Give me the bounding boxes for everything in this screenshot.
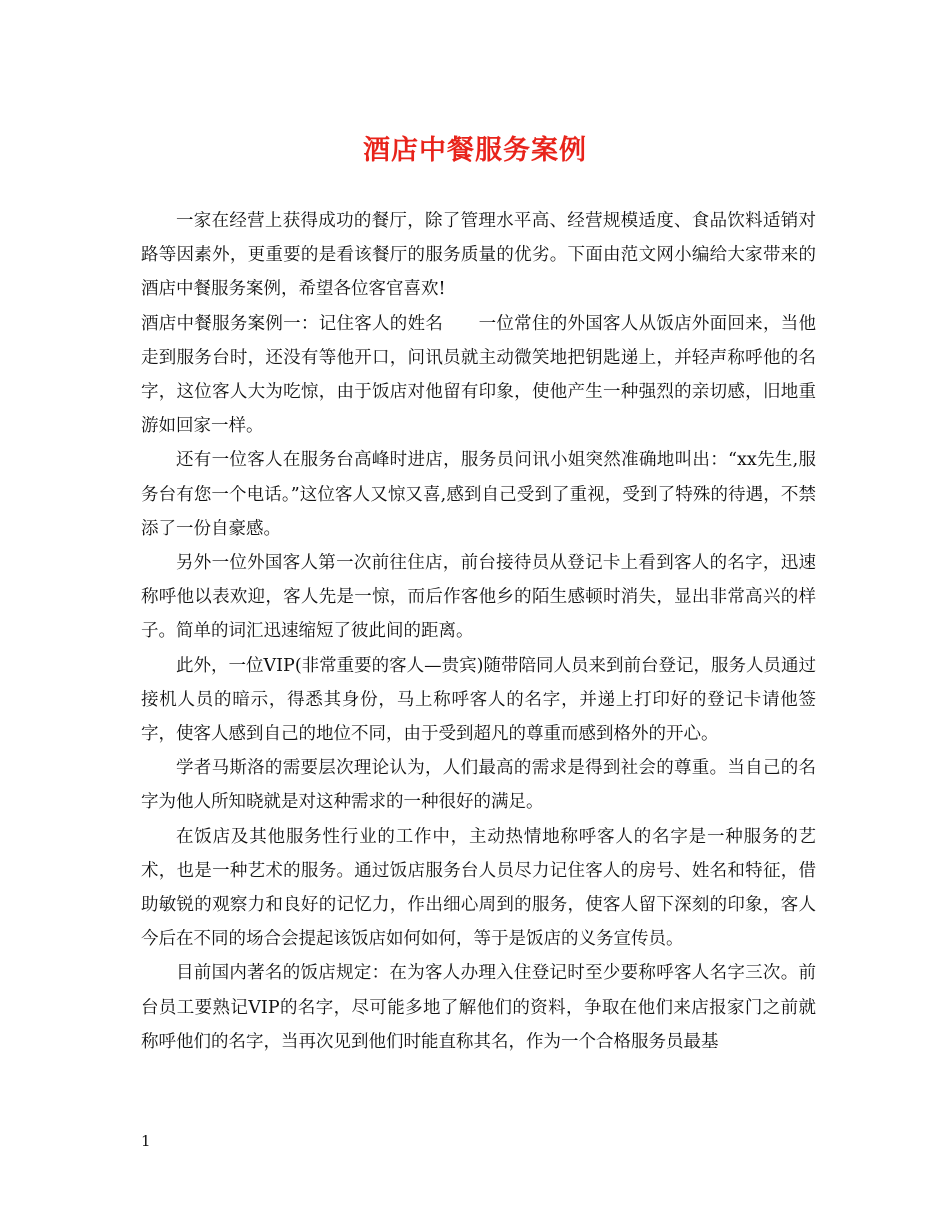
paragraph-service-art: 在饭店及其他服务性行业的工作中，主动热情地称呼客人的名字是一种服务的艺术，也是一种艺术的服务。通过饭店服务台人员尽力记住客人的房号、姓名和特征，借助敏锐的观察力和良好的记忆力，作出细心周到的服务，使客人留下深刻的印象，客人今后在不同的场合会提起该饭店如何如何，等于是饭店的义务宣传员。: [141, 826, 816, 950]
paragraph-case-one: 酒店中餐服务案例一：记住客人的姓名 一位常住的外国客人从饭店外面回来，当他走到服务台时，还没有等他开口，问讯员就主动微笑地把钥匙递上，并轻声称呼他的名字，这位客人大为吃惊，由于饭店对他留有印象，使他产生一种强烈的亲切感，旧地重游如回家一样。: [141, 313, 816, 437]
page-title: 酒店中餐服务案例: [363, 135, 587, 166]
page-number: 1: [141, 1132, 151, 1150]
paragraph-intro: 一家在经营上获得成功的餐厅，除了管理水平高、经营规模适度、食品饮料适销对路等因素外，更重要的是看该餐厅的服务质量的优劣。下面由范文网小编给大家带来的酒店中餐服务案例，希望各位客官喜欢!: [141, 211, 816, 300]
paragraph-first-visit: 另外一位外国客人第一次前往住店，前台接待员从登记卡上看到客人的名字，迅速称呼他以表欢迎，客人先是一惊，而后作客他乡的陌生感顿时消失，显出非常高兴的样子。简单的词汇迅速缩短了彼此间的距离。: [141, 553, 816, 642]
paragraph-hotel-rules: 目前国内著名的饭店规定：在为客人办理入住登记时至少要称呼客人名字三次。前台员工要熟记VIP的名字，尽可能多地了解他们的资料，争取在他们来店报家门之前就称呼他们的名字，当再次见到他们时能直称其名，作为一个合格服务员最基: [141, 963, 816, 1052]
paragraph-phone-call: 还有一位客人在服务台高峰时进店，服务员问讯小姐突然准确地叫出：“xx先生,服务台有您一个电话。”这位客人又惊又喜,感到自己受到了重视，受到了特殊的待遇，不禁添了一份自豪感。: [141, 450, 816, 539]
paragraph-vip: 此外，一位VIP(非常重要的客人—贵宾)随带陪同人员来到前台登记，服务人员通过接机人员的暗示，得悉其身份，马上称呼客人的名字，并递上打印好的登记卡请他签字，使客人感到自己的地位不同，由于受到超凡的尊重而感到格外的开心。: [141, 655, 816, 745]
paragraph-maslow: 学者马斯洛的需要层次理论认为，人们最高的需求是得到社会的尊重。当自己的名字为他人所知晓就是对这种需求的一种很好的满足。: [141, 758, 816, 813]
document-body: [141, 204, 816, 1059]
